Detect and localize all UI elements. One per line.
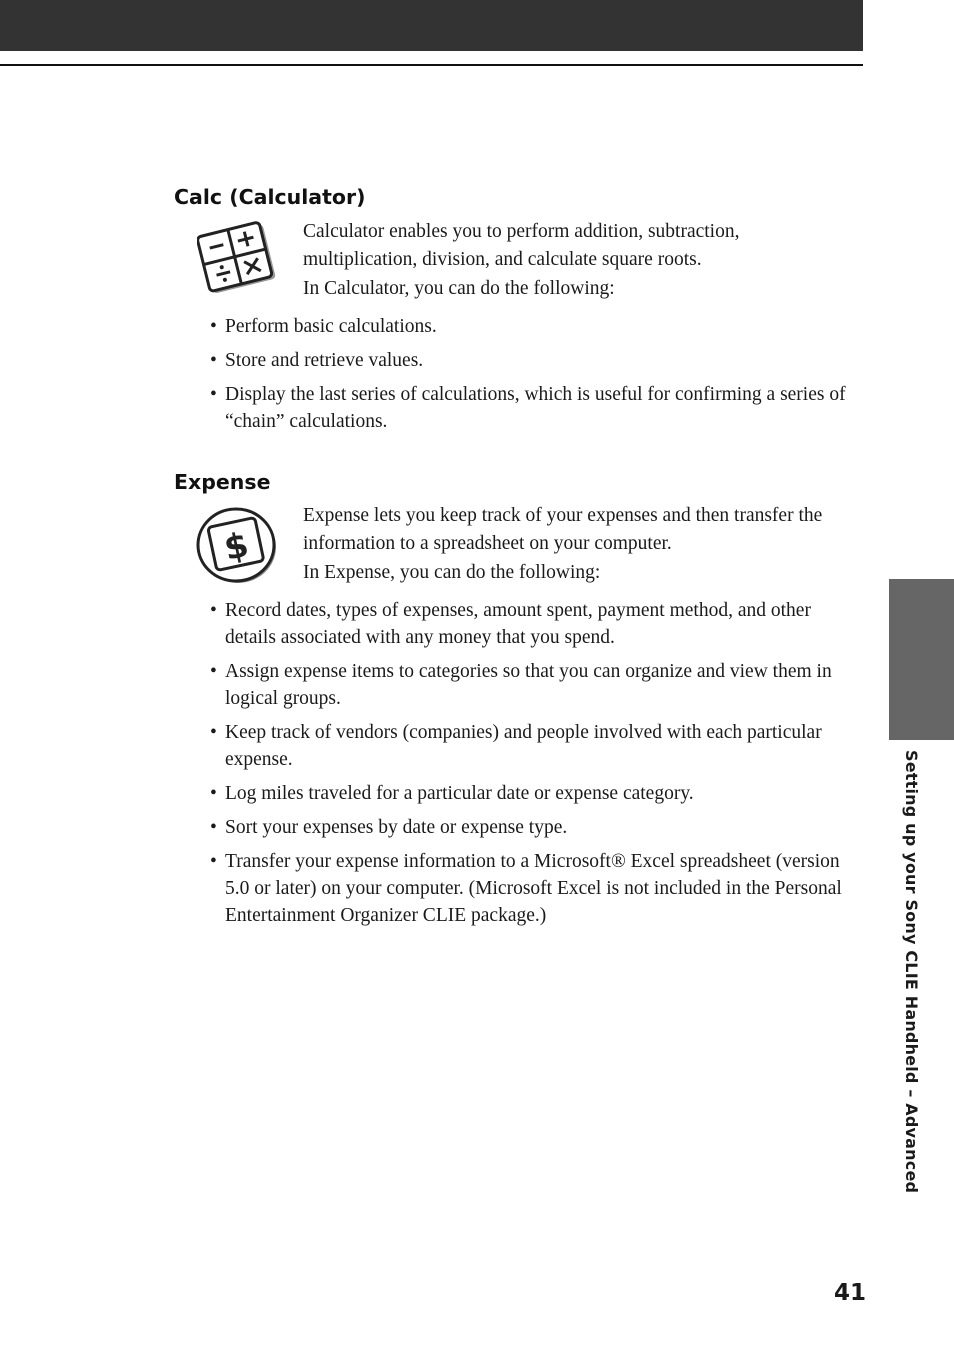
calc-bullet-list	[210, 313, 860, 442]
list-item: • Keep track of vendors (companies) and people involved with each particular expense.	[210, 719, 860, 774]
calc-section-title: Calc (Calculator)	[174, 185, 366, 209]
svg-text:$: $	[220, 524, 253, 569]
expense-intro	[303, 502, 853, 587]
list-item: • Store and retrieve values.	[210, 347, 860, 374]
page-number: 41	[833, 1280, 866, 1306]
expense-bullet-list	[210, 597, 860, 936]
chapter-side-label: Setting up your Sony CLIE Handheld – Advanced	[902, 750, 921, 1194]
calculator-icon	[197, 220, 279, 296]
expense-section-title: Expense	[174, 470, 271, 494]
calc-intro-description: Calculator enables you to perform addition, subtraction, multiplication, division, and calculate square roots.	[303, 221, 740, 270]
list-item: • Display the last series of calculations, which is useful for confirming a series of “chain” calculations.	[210, 381, 860, 436]
chapter-side-tab	[889, 579, 954, 740]
expense-intro-lead: In Expense, you can do the following:	[303, 562, 601, 583]
list-item: • Log miles traveled for a particular date or expense category.	[210, 780, 860, 807]
calc-intro-lead: In Calculator, you can do the following:	[303, 278, 615, 299]
header-bar	[0, 0, 863, 51]
list-item: • Perform basic calculations.	[210, 313, 860, 340]
calc-intro	[303, 218, 853, 303]
list-item: • Record dates, types of expenses, amount spent, payment method, and other details associated with any money that you spend.	[210, 597, 860, 652]
list-item: • Sort your expenses by date or expense type.	[210, 814, 860, 841]
list-item: • Assign expense items to categories so that you can organize and view them in logical groups.	[210, 658, 860, 713]
expense-dollar-icon	[195, 505, 279, 585]
list-item: • Transfer your expense information to a Microsoft® Excel spreadsheet (version 5.0 or later) on your computer. (Microsoft Excel is not included in the Personal Entertainment Organizer CLIE package.)	[210, 848, 860, 930]
expense-intro-description: Expense lets you keep track of your expenses and then transfer the information to a spreadsheet on your computer.	[303, 505, 823, 554]
header-rule	[0, 64, 863, 66]
